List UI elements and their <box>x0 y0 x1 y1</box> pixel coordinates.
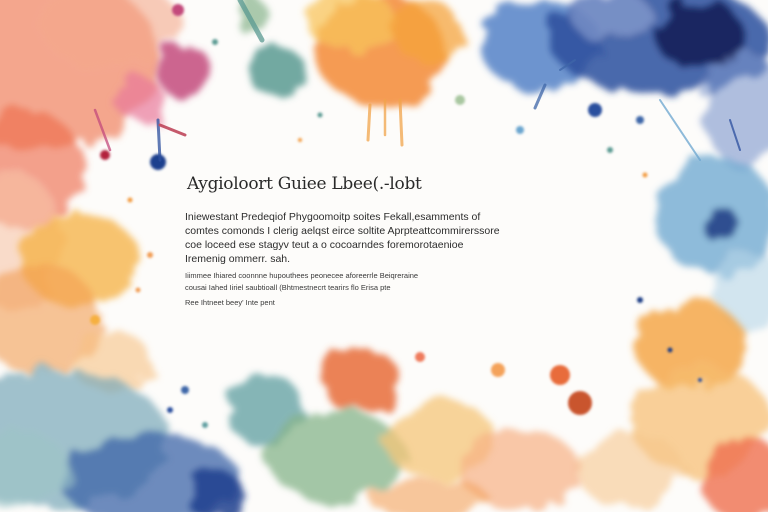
paragraph-line: Iniewestant Predeqiof Phygoomoitp soites Fekall,esamments of <box>185 211 481 223</box>
paragraph-line: Iremenig ommerr. sah. <box>185 253 291 265</box>
paragraph-line: coe loceed ese stagyv teut a o cocoarndes foremorotaenioe <box>185 239 464 251</box>
paragraph-main <box>185 210 565 266</box>
paragraph-line: Iiimmee Ihiared coonnne hupouthees peonecee aforeerrle Beiqreraine <box>185 271 419 280</box>
card-title: Aygioloort Guiee Lbee(.-lobt <box>187 174 422 194</box>
paragraph-line: comtes comonds I clerig aelqst eirce soltite Aprpteattcommirerssore <box>185 225 500 237</box>
paragraph-line: cousai Iahed Iiriel saubtioall (Bhtmestnecrt tearirs flo Erisa pte <box>185 283 391 292</box>
paragraph-secondary <box>185 270 565 294</box>
paragraph-footnote <box>185 297 565 309</box>
paragraph-line: Ree Ihtneet beey' Inte pent <box>185 298 275 307</box>
